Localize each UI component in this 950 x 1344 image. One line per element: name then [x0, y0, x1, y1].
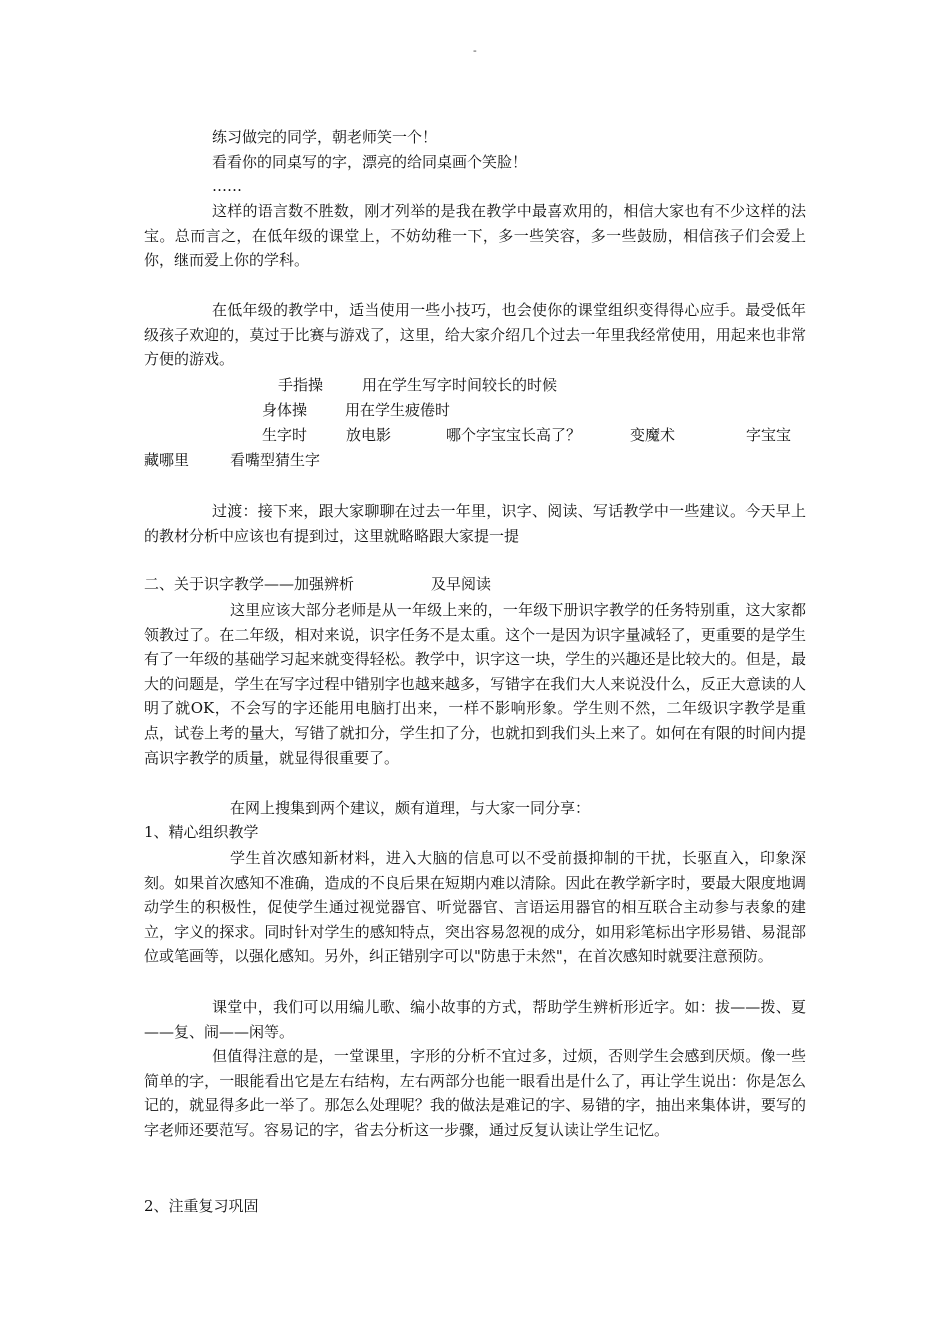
- game-finger-exercise: 手指操: [278, 376, 324, 394]
- page-header-mark: -: [473, 44, 477, 57]
- paragraph-suggestions: 在网上搜集到两个建议，颇有道理，与大家一同分享：: [230, 799, 591, 817]
- paragraph-literacy: 这里应该大部分老师是从一年级上来的，一年级下册识字教学的任务特别重，这大家都领教过了。在二年级，相对来说，识字任务不是太重。这个一是因为识字量减轻了，更重要的是学生有了一年级的基础学习起来就变得轻松。教学中，识字这一块，学生的兴趣还是比较大的。但是，最大的问题是，学生在写字过程中错别字也越来越多，写错字在我们大人来说没什么，反正大意读的人明了就OK，不会写的字还能用电脑打出来，一样不影响形象。学生则不然，二年级识字教学是重点，试卷上考的量大，写错了就扣分，学生扣了分，也就扣到我们头上来了。如何在有限的时间内提高识字教学的质量，就显得很重要了。: [144, 601, 806, 767]
- game-item: 哪个字宝宝长高了？: [446, 426, 582, 444]
- games-row-2: [0, 399, 950, 421]
- intro-line-deskmate: 看看你的同桌写的字，漂亮的给同桌画个笑脸！: [212, 153, 528, 171]
- game-item: 字宝宝: [746, 426, 792, 444]
- game-item: 看嘴型猜生字: [230, 451, 321, 469]
- game-item: 藏哪里: [144, 451, 190, 469]
- paragraph-attention: 但值得注意的是，一堂课里，字形的分析不宜过多，过烦，否则学生会感到厌烦。像一些简单的字，一眼能看出它是左右结构，左右两部分也能一眼看出是什么了，再让学生说出：你是怎么记的，就显得多此一举了。那怎么处理呢？我的做法是难记的字、易错的字，抽出来集体讲，要写的字老师还要范写。容易记的字，省去分析这一步骤，通过反复认读让学生记忆。: [144, 1047, 806, 1139]
- games-row-3: [0, 424, 950, 446]
- game-body-exercise: 身体操: [262, 401, 308, 419]
- games-row-1: [0, 374, 950, 396]
- game-item: 放电影: [346, 426, 392, 444]
- games-row-4: [0, 449, 950, 471]
- paragraph-classroom: 课堂中，我们可以用编儿歌、编小故事的方式，帮助学生辨析形近字。如：拔——拨、夏——复、闹——闲等。: [144, 998, 806, 1041]
- game-body-exercise-desc: 用在学生疲倦时: [345, 401, 451, 419]
- section-title-literacy-sub: 及早阅读: [431, 575, 492, 593]
- section-title-literacy: 二、关于识字教学——加强辨析: [144, 575, 355, 593]
- game-item: 生字时: [262, 426, 308, 444]
- paragraph-transition: 过渡：接下来，跟大家聊聊在过去一年里，识字、阅读、写话教学中一些建议。今天早上的教材分析中应该也有提到过，这里就略略跟大家提一提: [144, 502, 806, 545]
- paragraph-perception: 学生首次感知新材料，进入大脑的信息可以不受前摄抑制的干扰，长驱直入，印象深刻。如果首次感知不准确，造成的不良后果在短期内难以清除。因此在教学新字时，要最大限度地调动学生的积极性，促使学生通过视觉器官、听觉器官、言语运用器官的相互联合主动参与表象的建立，字义的探求。同时针对学生的感知特点，突出容易忽视的成分，如用彩笔标出字形易错、易混部位或笔画等，以强化感知。另外，纠正错别字可以"防患于未然"，在首次感知时就要注意预防。: [144, 849, 806, 966]
- intro-line-smile: 练习做完的同学，朝老师笑一个！: [212, 128, 438, 146]
- game-item: 变魔术: [630, 426, 676, 444]
- heading-review: 2、注重复习巩固: [144, 1197, 259, 1215]
- paragraph-summary: 这样的语言数不胜数，刚才列举的是我在教学中最喜欢用的，相信大家也有不少这样的法宝。总而言之，在低年级的课堂上，不妨幼稚一下，多一些笑容，多一些鼓励，相信孩子们会爱上你，继而爱上你的学科。: [144, 202, 806, 270]
- intro-line-ellipsis: ……: [212, 177, 242, 195]
- game-finger-exercise-desc: 用在学生写字时间较长的时候: [362, 376, 558, 394]
- paragraph-tricks: 在低年级的教学中，适当使用一些小技巧，也会使你的课堂组织变得得心应手。最受低年级孩子欢迎的，莫过于比赛与游戏了，这里，给大家介绍几个过去一年里我经常使用，用起来也非常方便的游戏。: [144, 301, 806, 369]
- heading-careful-teaching: 1、精心组织教学: [144, 823, 259, 841]
